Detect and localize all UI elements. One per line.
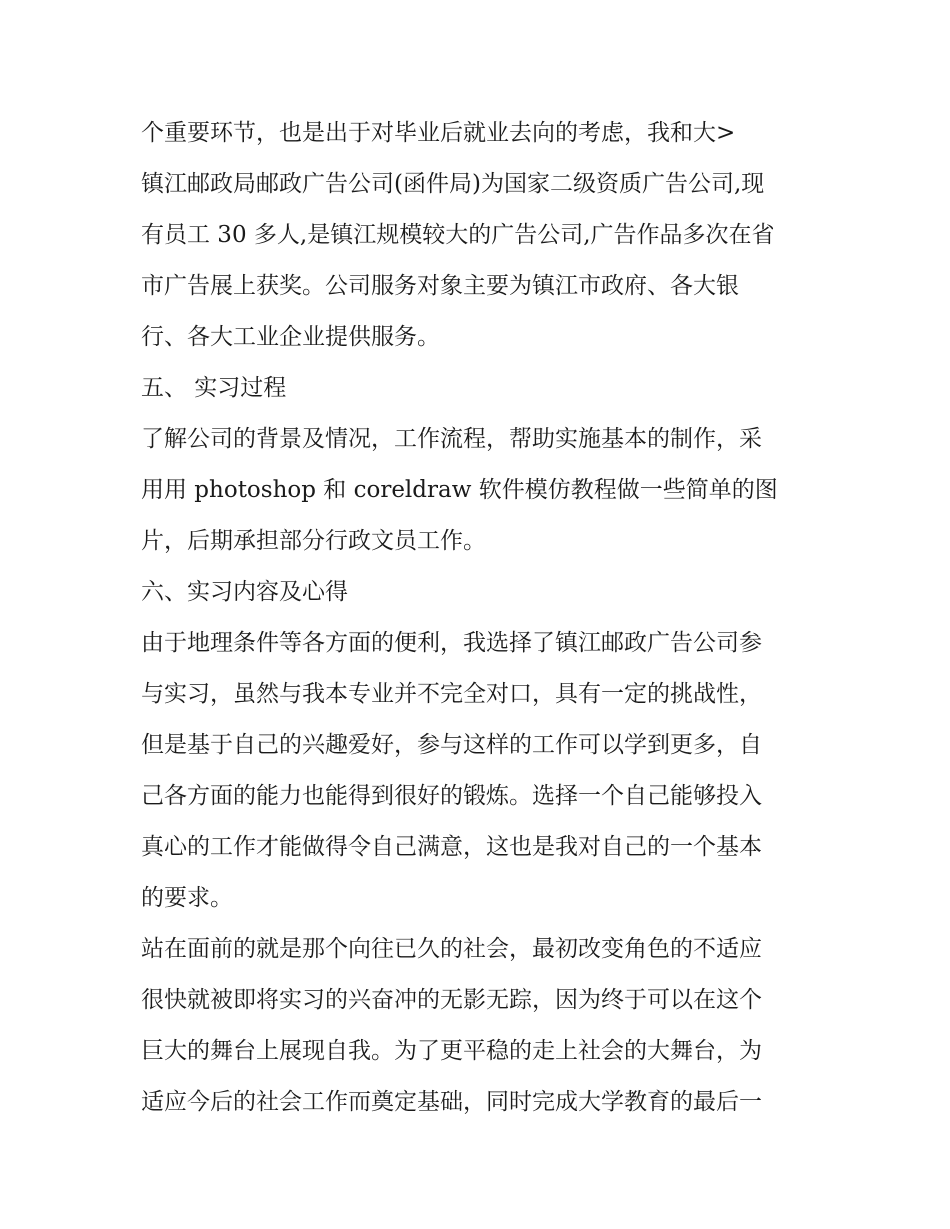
document-body — [141, 108, 821, 1128]
text-line-4: 市广告展上获奖。公司服务对象主要为镇江市政府、各大银 — [141, 273, 739, 299]
text-line-17: 站在面前的就是那个向往已久的社会，最初改变角色的不适应 — [141, 936, 762, 962]
text-line-16: 的要求。 — [141, 885, 233, 911]
text-line-19: 巨大的舞台上展现自我。为了更平稳的走上社会的大舞台，为 — [141, 1038, 762, 1064]
text-line-18: 很快就被即将实习的兴奋冲的无影无踪，因为终于可以在这个 — [141, 987, 762, 1013]
text-line-8: 用用 photoshop 和 coreldraw 软件模仿教程做一些简单的图 — [141, 477, 778, 503]
text-line-11: 由于地理条件等各方面的便利，我选择了镇江邮政广告公司参 — [141, 630, 762, 656]
text-line-15: 真心的工作才能做得令自己满意，这也是我对自己的一个基本 — [141, 834, 762, 860]
text-line-1: 个重要环节，也是出于对毕业后就业去向的考虑，我和大> — [141, 120, 736, 146]
text-line-20: 适应今后的社会工作而奠定基础，同时完成大学教育的最后一 — [141, 1089, 762, 1115]
text-line-14: 己各方面的能力也能得到很好的锻炼。选择一个自己能够投入 — [141, 783, 762, 809]
text-line-12: 与实习，虽然与我本专业并不完全对口，具有一定的挑战性， — [141, 681, 762, 707]
text-line-2: 镇江邮政局邮政广告公司(函件局)为国家二级资质广告公司,现 — [141, 171, 765, 197]
text-line-7: 了解公司的背景及情况，工作流程，帮助实施基本的制作，采 — [141, 426, 762, 452]
text-line-9: 片，后期承担部分行政文员工作。 — [141, 528, 486, 554]
section-heading-5: 五、 实习过程 — [141, 375, 287, 401]
section-heading-6: 六、实习内容及心得 — [141, 579, 348, 605]
text-line-3: 有员工 30 多人,是镇江规模较大的广告公司,广告作品多次在省 — [141, 222, 775, 248]
text-line-13: 但是基于自己的兴趣爱好，参与这样的工作可以学到更多，自 — [141, 732, 762, 758]
text-line-5: 行、各大工业企业提供服务。 — [141, 324, 440, 350]
